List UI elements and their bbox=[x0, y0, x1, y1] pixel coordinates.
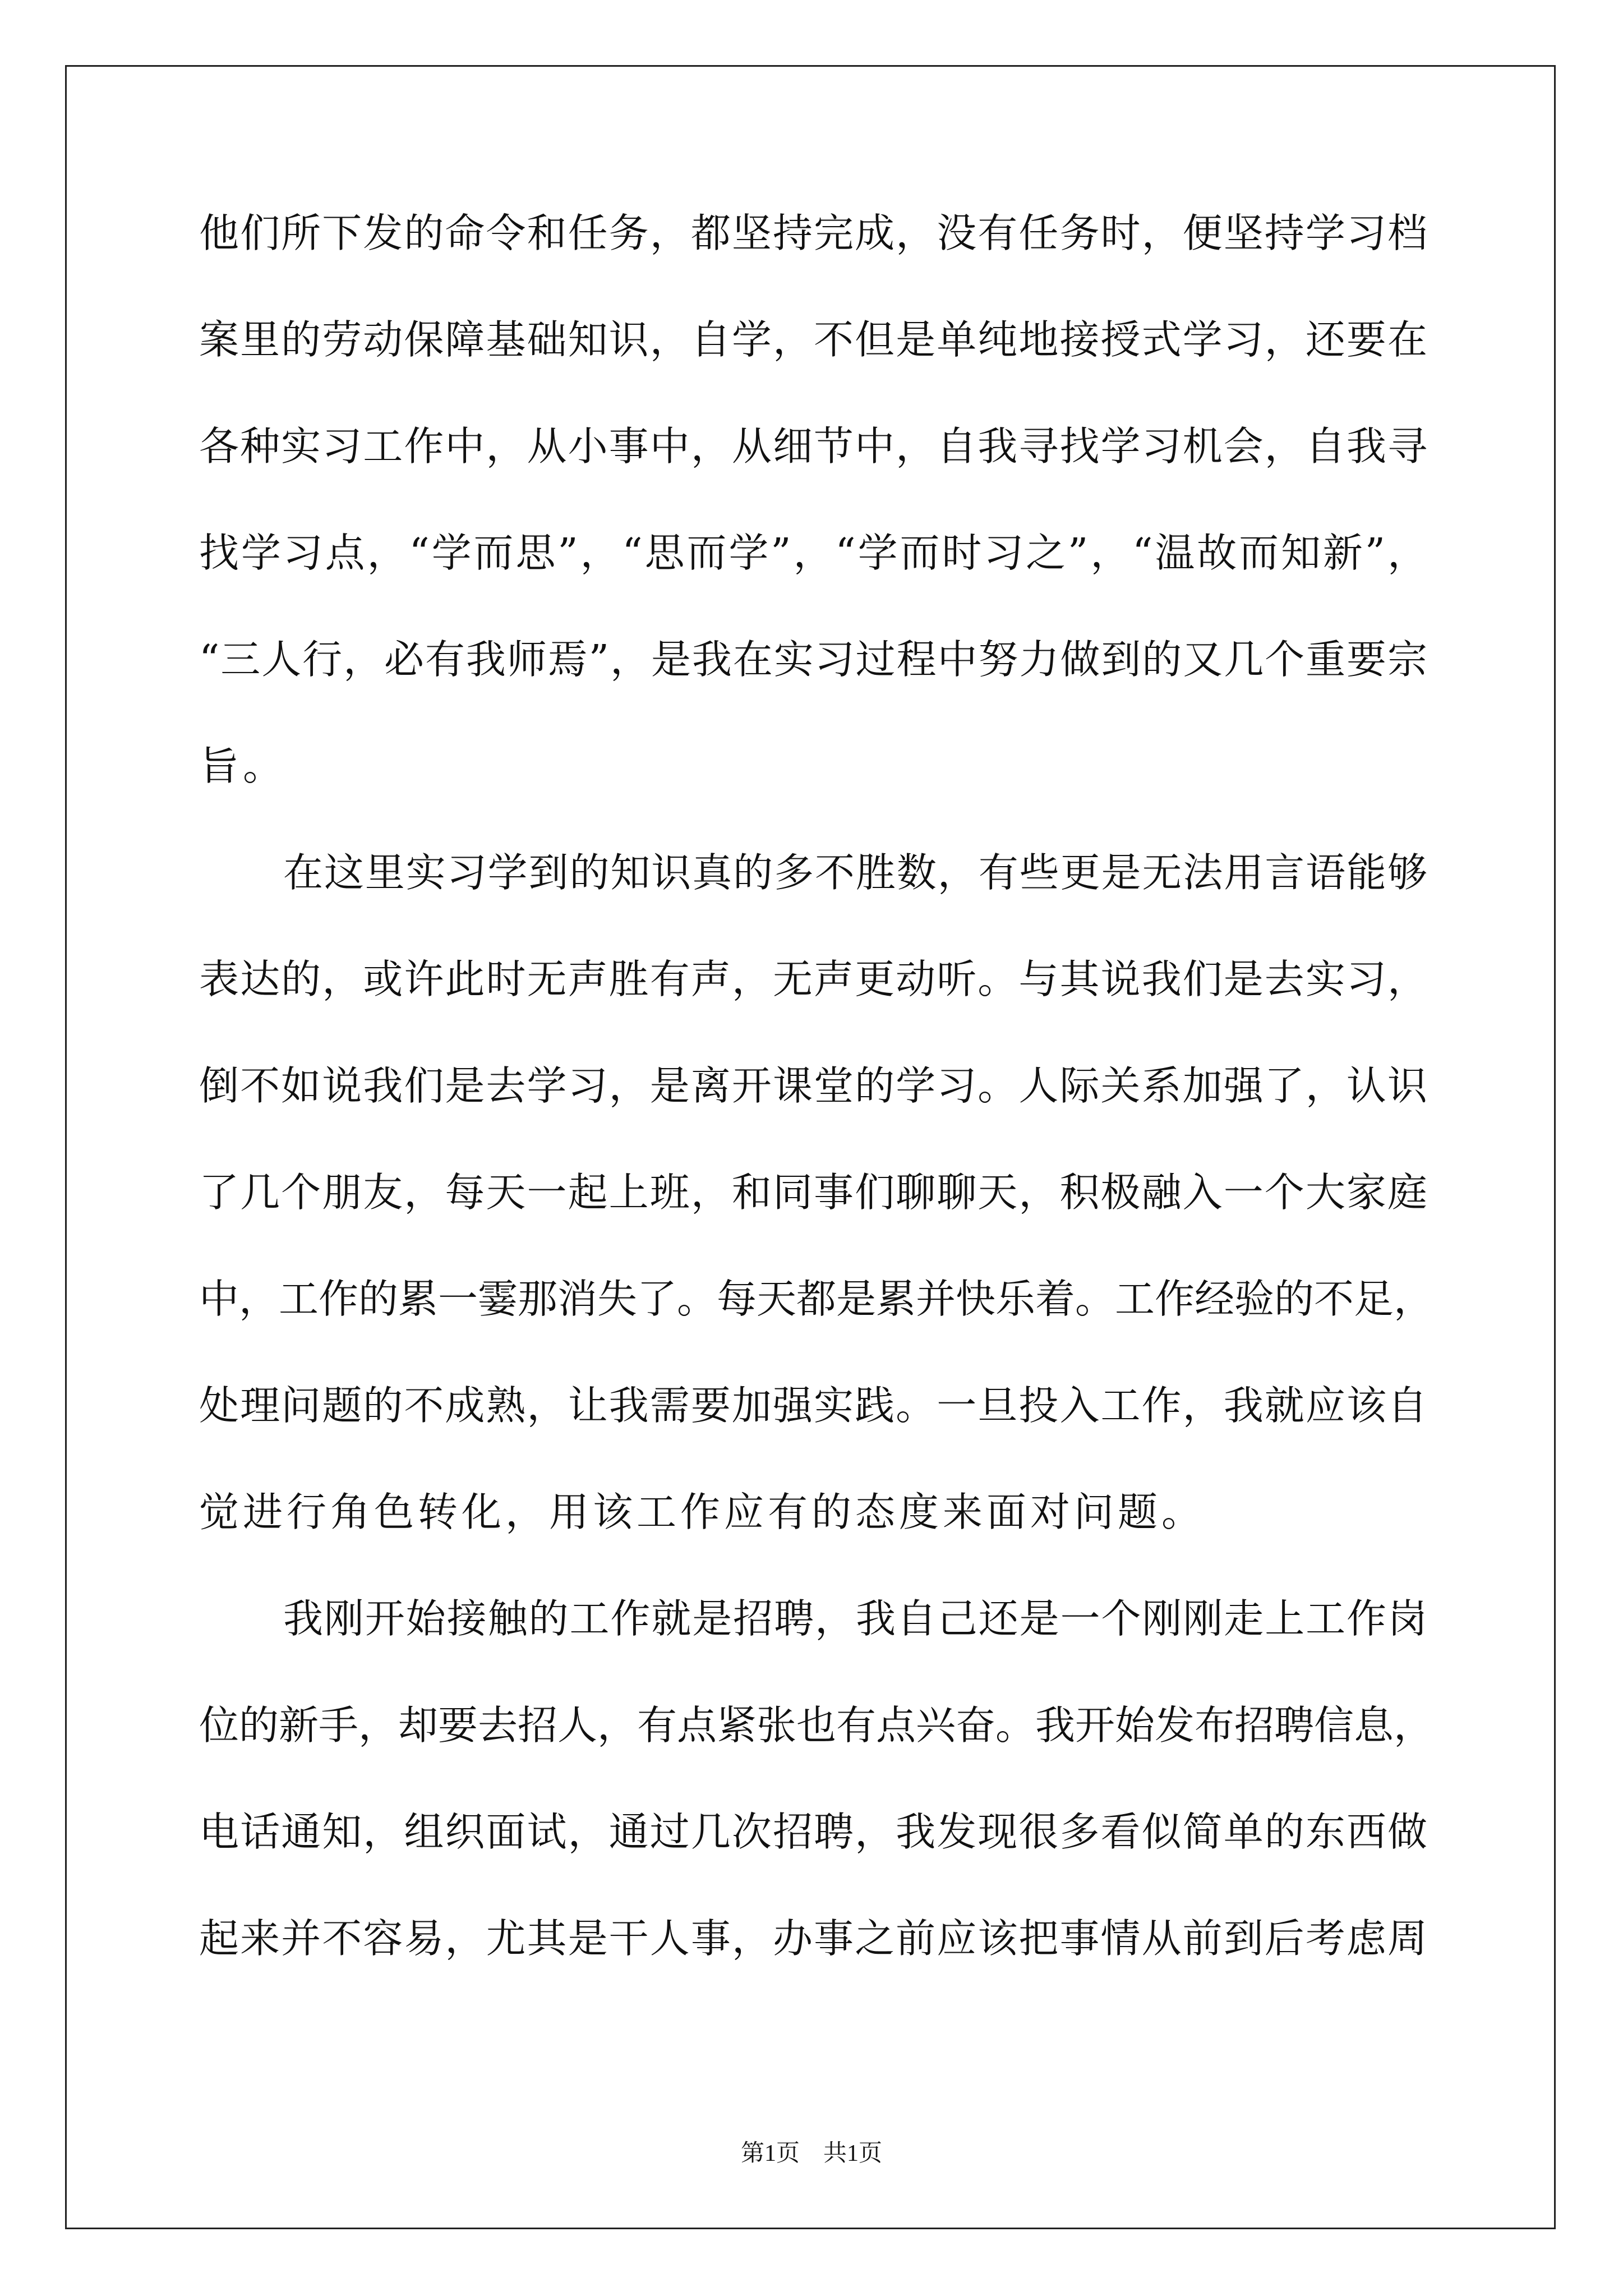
text-line: 找学习点，“学而思”，“思而学”，“学而时习之”，“温故而知新”， bbox=[199, 530, 1427, 576]
text-line: 表达的，或许此时无声胜有声，无声更动听。与其说我们是去实习， bbox=[199, 956, 1427, 1002]
text-line: 电话通知，组织面试，通过几次招聘，我发现很多看似简单的东西做 bbox=[199, 1809, 1427, 1855]
text-line: 起来并不容易，尤其是干人事，办事之前应该把事情从前到后考虑周 bbox=[199, 1915, 1427, 1962]
text-line: 位的新手，却要去招人，有点紧张也有点兴奋。我开始发布招聘信息， bbox=[199, 1702, 1434, 1749]
paragraph-start-line: 我刚开始接触的工作就是招聘，我自己还是一个刚刚走上工作岗 bbox=[283, 1595, 1427, 1642]
text-line: 旨。 bbox=[199, 743, 287, 789]
text-line: 中，工作的累一霎那消失了。每天都是累并快乐着。工作经验的不足， bbox=[199, 1276, 1434, 1322]
paragraph-start-line: 在这里实习学到的知识真的多不胜数，有些更是无法用言语能够 bbox=[283, 849, 1427, 896]
text-line: 觉进行角色转化，用该工作应有的态度来面对问题。 bbox=[199, 1489, 1206, 1535]
text-line: 各种实习工作中，从小事中，从细节中，自我寻找学习机会，自我寻 bbox=[199, 423, 1427, 470]
text-line: 了几个朋友，每天一起上班，和同事们聊聊天，积极融入一个大家庭 bbox=[199, 1169, 1427, 1216]
text-line: 案里的劳动保障基础知识，自学，不但是单纯地接授式学习，还要在 bbox=[199, 316, 1427, 363]
text-line: 倒不如说我们是去学习，是离开课堂的学习。人际关系加强了，认识 bbox=[199, 1062, 1427, 1109]
text-line: 处理问题的不成熟，让我需要加强实践。一旦投入工作，我就应该自 bbox=[199, 1382, 1427, 1429]
text-line: “三人行，必有我师焉”，是我在实习过程中努力做到的又几个重要宗 bbox=[199, 636, 1427, 683]
text-line: 他们所下发的命令和任务，都坚持完成，没有任务时，便坚持学习档 bbox=[199, 210, 1427, 256]
document-body bbox=[199, 210, 1434, 2025]
page-number: 第1页 共1页 bbox=[740, 2141, 882, 2166]
